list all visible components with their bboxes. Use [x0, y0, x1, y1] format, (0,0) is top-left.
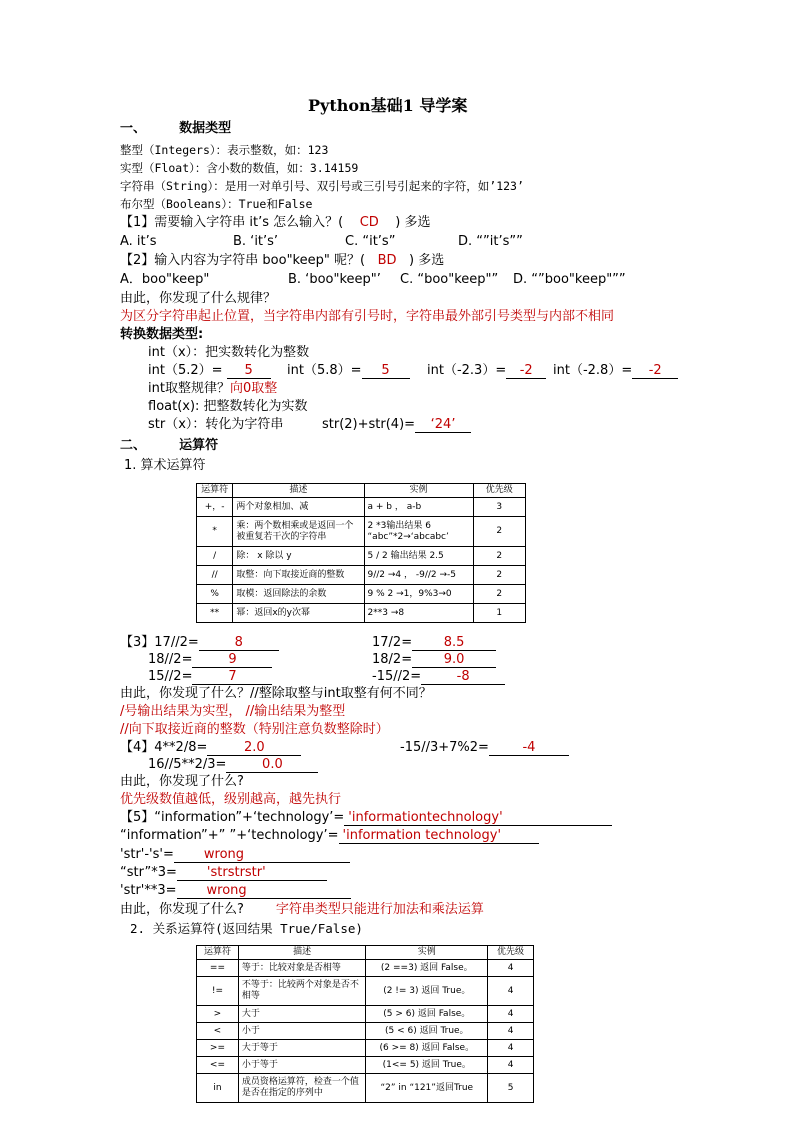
type-boolean: 布尔型（Booleans）：True和False — [120, 197, 313, 211]
answer-blank: -4 — [489, 741, 569, 756]
q4-expression: 【4】4**2/8= 2.0 — [120, 740, 301, 756]
question-2 — [120, 253, 444, 269]
section-number: 二、 — [120, 438, 147, 453]
q2-option-d: D. “”boo"keep"”” — [513, 272, 626, 287]
table-row: +，- 两个对象相加、减 a + b ， a-b 3 — [197, 498, 526, 517]
table-row: < 小于 (5 < 6) 返回 True。 4 — [197, 1023, 534, 1040]
q4-question: 由此，你发现了什么? — [120, 774, 244, 789]
q4-answer: 优先级数值越低，级别越高，越先执行 — [120, 792, 342, 807]
q5-expression: 'str'-'s'= wrong — [120, 847, 350, 863]
rule-answer: 为区分字符串起止位置，当字符串内部有引号时，字符串最外部引号类型与内部不相同 — [120, 309, 615, 324]
q2-option-b: B. ‘boo"keep"’ — [288, 272, 381, 287]
answer-blank: 0.0 — [226, 758, 318, 773]
section-1-heading — [120, 121, 231, 137]
column-header: 运算符 — [197, 484, 233, 498]
int-expression: int（-2.8）= -2 — [553, 363, 678, 379]
answer-blank: 'strstrstr' — [177, 866, 327, 881]
column-header: 优先级 — [488, 946, 534, 960]
arith-table — [196, 483, 526, 623]
q3-expression: 18//2= 9 — [148, 652, 272, 668]
question-stem-end: ) 多选 — [409, 253, 445, 268]
table-row: / 除： x 除以 y 5 / 2 输出结果 2.5 2 — [197, 547, 526, 566]
q3-answer-1: /号输出结果为实型， //输出结果为整型 — [120, 704, 346, 719]
q3-expression: -15//2= -8 — [372, 669, 505, 685]
type-integer: 整型（Integers）：表示整数，如：123 — [120, 143, 329, 157]
q1-option-b: B. ‘it’s’ — [233, 234, 279, 249]
q2-option-c: C. “boo"keep"” — [400, 272, 499, 287]
table-row: > 大于 (5 > 6) 返回 False。 4 — [197, 1006, 534, 1023]
answer-blank: 'information technology' — [339, 829, 539, 844]
column-header: 优先级 — [473, 484, 526, 498]
rule-question: 由此，你发现了什么规律？ — [120, 291, 277, 306]
table-row: in 成员资格运算符，检查一个值是否在指定的序列中 “2” in “121”返回True 5 — [197, 1074, 534, 1103]
convert-heading: 转换数据类型: — [120, 327, 204, 342]
answer-blank: wrong — [174, 848, 350, 863]
q1-option-c: C. “it’s” — [345, 234, 396, 249]
answer-blank: 2.0 — [207, 741, 301, 756]
table-row: % 取模：返回除法的余数 9 % 2 →1，9%3→0 2 — [197, 585, 526, 604]
column-header: 运算符 — [197, 946, 239, 960]
q5-answer: 字符串类型只能进行加法和乘法运算 — [275, 902, 484, 917]
section-name: 数据类型 — [179, 121, 232, 136]
q3-expression: 18/2= 9.0 — [372, 652, 496, 668]
q3-answer-2: //向下取接近商的整数（特别注意负数整除时） — [120, 722, 389, 737]
q1-option-a: A. it’s — [120, 234, 157, 249]
answer: CD — [359, 215, 379, 230]
int-rule: int取整规律？向0取整 — [148, 381, 278, 396]
question-1 — [120, 215, 430, 231]
answer-blank: 8.5 — [412, 636, 496, 651]
answer-blank: 9 — [192, 653, 272, 668]
answer-blank: -8 — [421, 670, 505, 685]
q3-question: 由此，你发现了什么？//整除取整与int取整有何不同？ — [120, 686, 432, 701]
table-row: != 不等于：比较两个对象是否不相等 (2 != 3) 返回 True。 4 — [197, 977, 534, 1006]
table-row: == 等于：比较对象是否相等 (2 ==3) 返回 False。 4 — [197, 960, 534, 977]
table-row: * 乘：两个数相乘或是返回一个被重复若干次的字符串 2 *3输出结果 6 “abc”*2→‘abcabc’ 2 — [197, 517, 526, 547]
answer-blank: 'informationtechnology' — [344, 811, 612, 826]
table-row: <= 小于等于 (1<= 5) 返回 True。 4 — [197, 1057, 534, 1074]
table-header-row — [197, 484, 526, 498]
column-header: 描述 — [238, 946, 366, 960]
answer-blank: 7 — [192, 670, 272, 685]
question-stem: 【1】需要输入字符串 it’s 怎么输入？( — [120, 215, 344, 230]
rel-heading: 2. 关系运算符(返回结果 True/False) — [130, 921, 363, 936]
section-name: 运算符 — [179, 438, 219, 453]
q3-expression: 【3】17//2= 8 — [120, 635, 279, 651]
table-row: // 取整：向下取接近商的整数 9//2 →4 ， -9//2 →-5 2 — [197, 566, 526, 585]
section-2-heading — [120, 438, 218, 454]
float-description: float(x): 把整数转化为实数 — [148, 399, 308, 414]
answer-blank: -2 — [632, 364, 678, 379]
q3-expression: 15//2= 7 — [148, 669, 272, 685]
int-expression: int（5.8）= 5 — [287, 363, 410, 379]
str-description: str（x）：转化为字符串 — [148, 417, 284, 432]
answer-blank: -2 — [506, 364, 546, 379]
answer-blank: 8 — [199, 636, 279, 651]
answer-blank: 9.0 — [412, 653, 496, 668]
question-stem-end: ) 多选 — [395, 215, 431, 230]
section-number: 一、 — [120, 121, 147, 136]
table-row: ** 幂：返回x的y次幂 2**3 →8 1 — [197, 604, 526, 623]
q1-option-d: D. “”it’s”” — [458, 234, 523, 249]
q5-expression: “str”*3= 'strstrstr' — [120, 865, 327, 881]
q4-expression: 16//5**2/3= 0.0 — [148, 757, 318, 773]
q3-expression: 17/2= 8.5 — [372, 635, 496, 651]
q5-expression: “information”+” ”+‘technology’= 'information technology' — [120, 828, 539, 844]
answer-blank: 5 — [362, 364, 410, 379]
column-header: 描述 — [233, 484, 364, 498]
answer-blank: wrong — [177, 884, 351, 899]
rel-table — [196, 945, 534, 1103]
arith-heading: 1. 算术运算符 — [124, 458, 206, 473]
page-title: Python基础1 导学案 — [308, 96, 468, 115]
int-expression: int（-2.3）= -2 — [427, 363, 546, 379]
type-float: 实型（Float）：含小数的数值，如：3.14159 — [120, 161, 359, 175]
answer: BD — [377, 253, 397, 268]
q2-option-a: A．boo"keep" — [120, 272, 210, 287]
question-stem: 【2】输入内容为字符串 boo"keep" 呢？( — [120, 253, 366, 268]
column-header: 实例 — [366, 946, 488, 960]
int-expression: int（5.2）= 5 — [148, 363, 271, 379]
q5-expression: 'str'**3= wrong — [120, 883, 351, 899]
str-expression: str(2)+str(4)= ‘24’ — [322, 417, 471, 433]
q4-expression: -15//3+7%2= -4 — [400, 740, 569, 756]
column-header: 实例 — [364, 484, 473, 498]
answer-blank: 5 — [227, 364, 271, 379]
type-string: 字符串（String）：是用一对单引号、双引号或三引号引起来的字符，如’123’ — [120, 179, 524, 193]
int-description: int（x）：把实数转化为整数 — [148, 345, 310, 360]
table-row: >= 大于等于 (6 >= 8) 返回 False。 4 — [197, 1040, 534, 1057]
table-header-row — [197, 946, 534, 960]
q5-question-line: 由此，你发现了什么? 字符串类型只能进行加法和乘法运算 — [120, 902, 484, 917]
q5-expression: 【5】“information”+‘technology’= 'informationtechnology' — [120, 810, 612, 826]
answer-blank: ‘24’ — [415, 418, 471, 433]
